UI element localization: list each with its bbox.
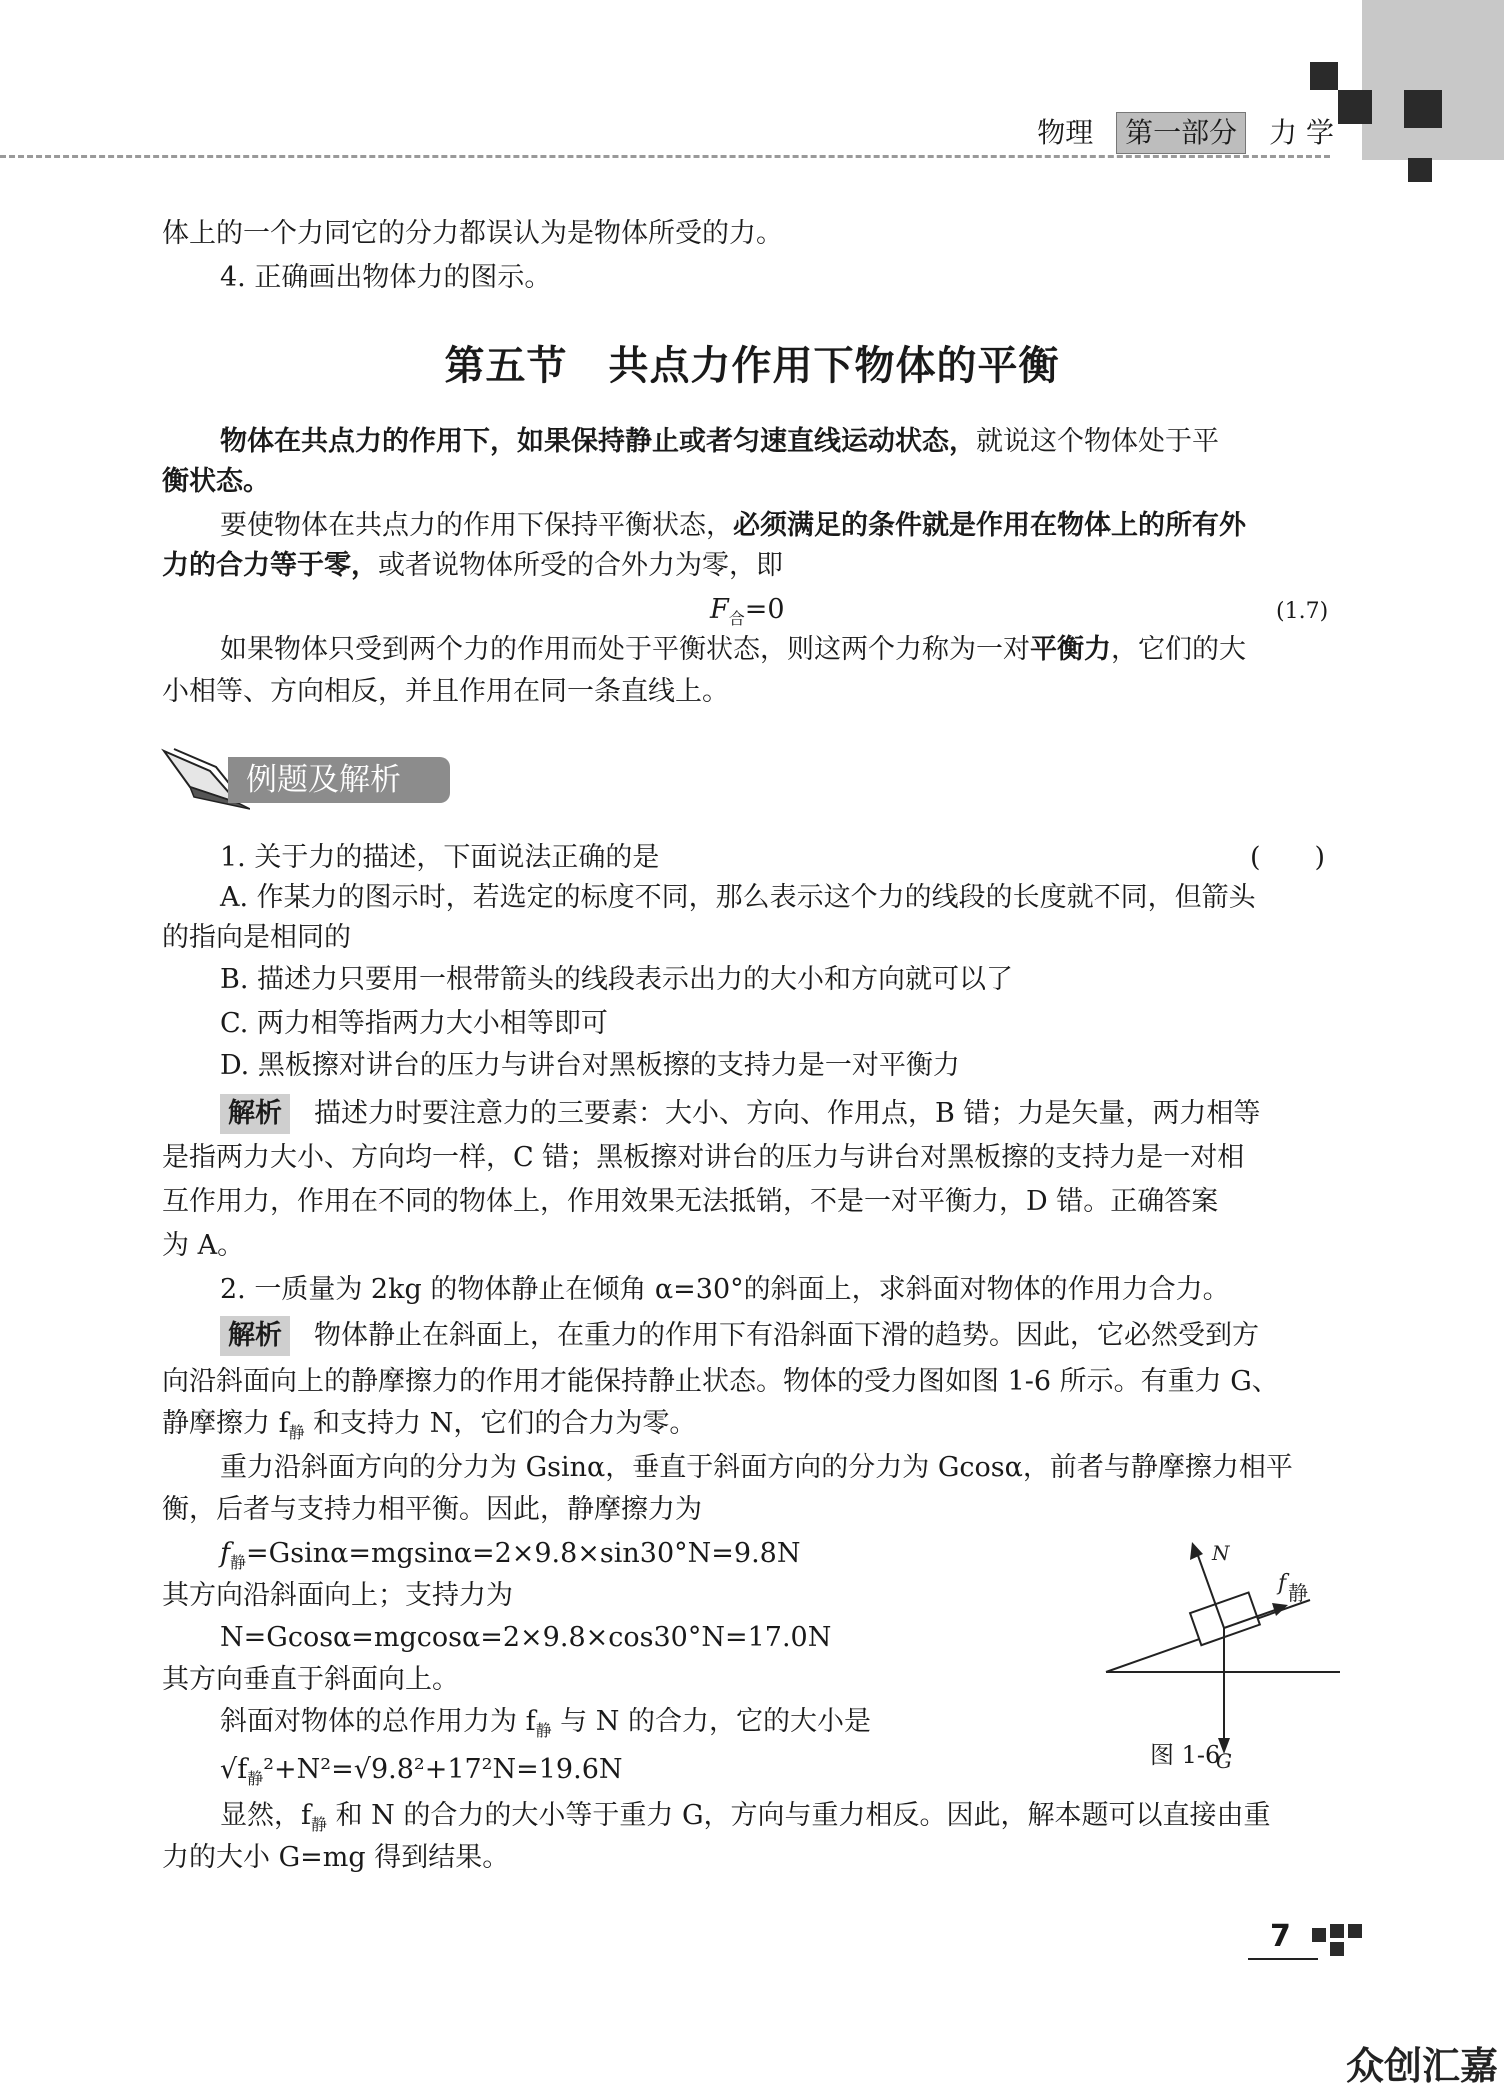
example-banner-label: 例题及解析 [228,757,450,803]
q2-analysis: 解析 物体静止在斜面上，在重力的作用下有沿斜面下滑的趋势。因此，它必然受到方 [220,1316,1342,1356]
q2-stem: 2. 一质量为 2kg 的物体静止在倾角 α=30°的斜面上，求斜面对物体的作用力合力。 [220,1274,1230,1305]
section-para-3: 如果物体只受到两个力的作用而处于平衡状态，则这两个力称为一对平衡力，它们的大 [220,634,1246,665]
page-number-rule [1248,1958,1318,1960]
running-header [1037,112,1334,154]
label-f: f [1278,1571,1287,1596]
q1-analysis: 解析 描述力时要注意力的三要素：大小、方向、作用点，B 错；力是矢量，两力相等 [220,1094,1342,1134]
q1-analysis-line-4: 为 A。 [162,1230,245,1261]
footer-square [1312,1928,1326,1942]
analysis-label: 解析 [220,1094,290,1134]
q2-line-7: 其方向垂直于斜面向上。 [162,1664,459,1695]
q1-option-a-cont: 的指向是相同的 [162,922,351,953]
footer-square [1330,1924,1344,1938]
intro-line-2: 4. 正确画出物体力的图示。 [220,262,552,293]
force-diagram [1100,1530,1350,1770]
section-para-2-cont: 力的合力等于零，或者说物体所受的合外力为零，即 [162,550,783,581]
example-banner [160,745,460,815]
label-g: G [1216,1749,1232,1770]
q1-option-a: A. 作某力的图示时，若选定的标度不同，那么表示这个力的线段的长度就不同，但箭头 [220,882,1256,913]
label-f-sub: 静 [1288,1581,1308,1605]
section-para-3-cont: 小相等、方向相反，并且作用在同一条直线上。 [162,676,729,707]
q1-stem: 1. 关于力的描述，下面说法正确的是 [220,842,660,873]
header-topic: 力 学 [1269,116,1334,149]
q2-line-6: 其方向沿斜面向上；支持力为 [162,1580,513,1611]
q2-analysis-line-3: 静摩擦力 $f_静$ 和支持力 N，它们的合力为零。 [162,1408,697,1442]
q2-line-8: 斜面对物体的总作用力为 $f_静$ 与 N 的合力，它的大小是 [220,1706,871,1740]
page-number: 7 [1270,1919,1291,1954]
q1-analysis-line-2: 是指两力大小、方向均一样，C 错；黑板擦对讲台的压力与讲台对黑板擦的支持力是一对相 [162,1142,1245,1173]
equation-1-7: $F_合=0$ [710,594,785,628]
q2-equation-friction: $f_静=Gsin\alpha=mgsin\alpha=2\times 9.8\times\sin 30^\circ N=9.8N$ [220,1538,801,1572]
header-dashed-rule [0,155,1330,158]
header-gray-block [1362,0,1504,160]
q2-line-10: 力的大小 G=mg 得到结果。 [162,1842,510,1873]
header-square [1404,90,1442,128]
header-square [1408,158,1432,182]
q2-equation-total: $√f_静^2+N^2=√9.8^2+17^2N=19.6N$ [220,1754,623,1788]
q2-analysis-line-5: 衡，后者与支持力相平衡。因此，静摩擦力为 [162,1494,702,1525]
section-para-2: 要使物体在共点力的作用下保持平衡状态，必须满足的条件就是作用在物体上的所有外 [220,510,1246,541]
intro-line-1: 体上的一个力同它的分力都误认为是物体所受的力。 [162,218,783,249]
q2-line-9: 显然，$f_静$ 和 N 的合力的大小等于重力 G，方向与重力相反。因此，解本题可以直接由重 [220,1800,1271,1834]
header-part: 第一部分 [1116,112,1246,154]
footer-square [1348,1924,1362,1938]
watermark: 众创汇嘉 [1345,2044,1498,2088]
equation-number: (1.7) [1276,599,1329,624]
figure-caption: 图 1-6 [1150,1741,1221,1769]
header-square [1338,90,1372,124]
q1-analysis-line-3: 互作用力，作用在不同的物体上，作用效果无法抵销，不是一对平衡力，D 错。正确答案 [162,1186,1219,1217]
section-para-1-cont: 衡状态。 [162,466,270,497]
section-title: 第五节 共点力作用下物体的平衡 [444,342,1060,389]
header-square [1310,62,1338,90]
q2-analysis-line-4: 重力沿斜面方向的分力为 Gsinα，垂直于斜面方向的分力为 Gcosα，前者与静摩擦力相平 [220,1452,1293,1483]
label-n: N [1212,1541,1230,1565]
q1-option-d: D. 黑板擦对讲台的压力与讲台对黑板擦的支持力是一对平衡力 [220,1050,960,1081]
q1-option-c: C. 两力相等指两力大小相等即可 [220,1008,608,1039]
analysis-label: 解析 [220,1316,290,1356]
footer-square [1330,1942,1344,1956]
section-para-1: 物体在共点力的作用下，如果保持静止或者匀速直线运动状态，就说这个物体处于平 [220,426,1219,457]
header-subject: 物理 [1037,116,1094,149]
q1-answer-paren: ( ) [1250,842,1326,873]
q2-analysis-line-2: 向沿斜面向上的静摩擦力的作用才能保持静止状态。物体的受力图如图 1-6 所示。有重力 G、 [162,1366,1279,1397]
q1-option-b: B. 描述力只要用一根带箭头的线段表示出力的大小和方向就可以了 [220,964,1014,995]
q2-equation-normal: N=Gcosα=mgcosα=2×9.8×cos30°N=17.0N [220,1622,832,1653]
